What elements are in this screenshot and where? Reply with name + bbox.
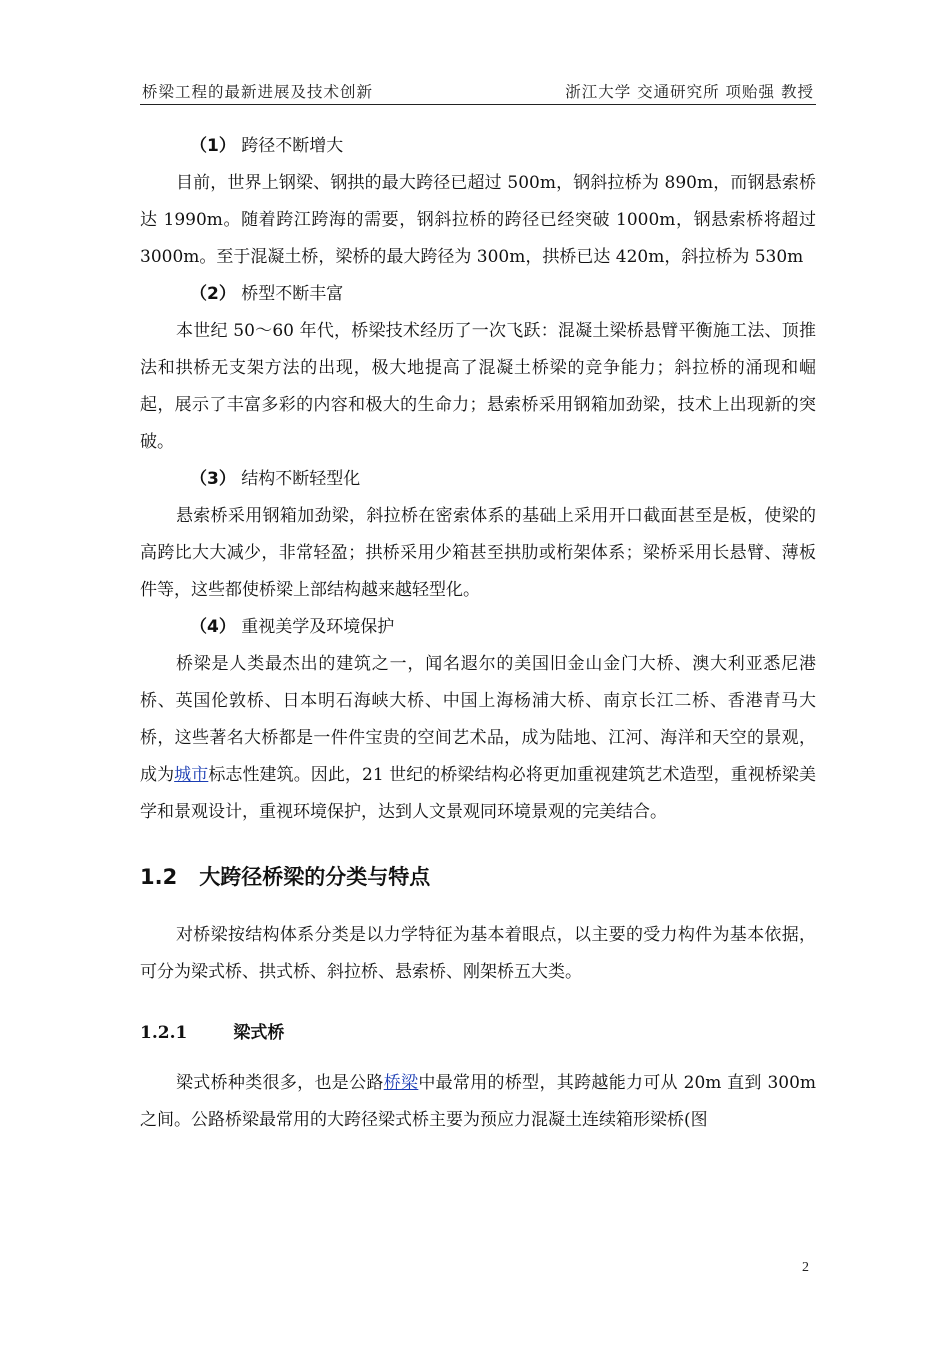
bridge-link[interactable]: 桥梁 — [383, 1073, 419, 1093]
subheading-3 — [140, 461, 816, 498]
paragraph-text: 桥梁是人类最杰出的建筑之一，闻名遐尔的美国旧金山金门大桥、澳大利亚悉尼港桥、英国伦敦桥、日本明石海峡大桥、中国上海杨浦大桥、南京长江二桥、香港青马大桥，这些著名大桥都是一件件宝贵的空间艺术品，成为陆地、江河、海洋和天空的景观，成为 — [140, 654, 816, 785]
paragraph-text: 悬索桥采用钢箱加劲梁，斜拉桥在密索体系的基础上采用开口截面甚至是板，使梁的高跨比大大减少，非常轻盈；拱桥采用少箱甚至拱肋或桁架体系；梁桥采用长悬臂、薄板件等，这些都使桥梁上部结构越来越轻型化。 — [140, 506, 816, 600]
paragraph-1 — [140, 165, 816, 276]
paragraph-4 — [140, 646, 816, 831]
paragraph-6 — [140, 1065, 816, 1139]
page-header — [140, 76, 816, 105]
paragraph-text: 本世纪 50～60 年代，桥梁技术经历了一次飞跃：混凝土梁桥悬臂平衡施工法、顶推法和拱桥无支架方法的出现，极大地提高了混凝土桥梁的竞争能力；斜拉桥的涌现和崛起，展示了丰富多彩的内容和极大的生命力；悬索桥采用钢箱加劲梁，技术上出现新的突破。 — [140, 321, 816, 452]
subheading-title: 结构不断轻型化 — [241, 469, 361, 489]
paragraph-text: 中最常用的桥型，其跨越能力可从 20m 直到 300m 之间。公路桥梁最常用的大跨径梁式桥主要为预应力混凝土连续箱形梁桥(图 — [140, 1073, 817, 1130]
subheading-2 — [140, 276, 816, 313]
section-heading-1-2-1 — [140, 1013, 816, 1053]
document-body — [140, 128, 816, 1139]
section-heading-1-2 — [140, 857, 816, 897]
subheading-title: 跨径不断增大 — [241, 136, 344, 156]
subheading-title: 桥型不断丰富 — [241, 284, 344, 304]
header-author: 浙江大学 交通研究所 项贻强 教授 — [565, 83, 814, 101]
subheading-number: （4） — [190, 617, 236, 637]
section-number: 1.2 — [140, 865, 178, 889]
subheading-number: （3） — [190, 469, 236, 489]
paragraph-text: 对桥梁按结构体系分类是以力学特征为基本着眼点，以主要的受力构件为基本依据，可分为梁式桥、拱式桥、斜拉桥、悬索桥、刚架桥五大类。 — [140, 925, 816, 982]
page-number: 2 — [802, 1260, 809, 1275]
subheading-1 — [140, 128, 816, 165]
city-link[interactable]: 城市 — [174, 765, 209, 785]
section-title: 梁式桥 — [233, 1023, 285, 1043]
paragraph-text: 梁式桥种类很多，也是公路 — [176, 1073, 384, 1093]
section-title: 大跨径桥梁的分类与特点 — [199, 865, 431, 889]
paragraph-5 — [140, 917, 816, 991]
header-title: 桥梁工程的最新进展及技术创新 — [142, 83, 374, 101]
paragraph-text: 标志性建筑。因此，21 世纪的桥梁结构必将更加重视建筑艺术造型，重视桥梁美学和景观设计，重视环境保护，达到人文景观同环境景观的完美结合。 — [140, 765, 816, 822]
subheading-title: 重视美学及环境保护 — [241, 617, 395, 637]
paragraph-2 — [140, 313, 816, 461]
subheading-number: （1） — [190, 136, 236, 156]
section-number: 1.2.1 — [140, 1023, 188, 1043]
subheading-4 — [140, 609, 816, 646]
paragraph-text: 目前，世界上钢梁、钢拱的最大跨径已超过 500m，钢斜拉桥为 890m，而钢悬索桥达 1990m。随着跨江跨海的需要，钢斜拉桥的跨径已经突破 1000m，钢悬索桥将超过 3000m。至于混凝土桥，梁桥的最大跨径为 300m，拱桥已达 420m，斜拉桥为 530m — [140, 173, 816, 267]
paragraph-3 — [140, 498, 816, 609]
subheading-number: （2） — [190, 284, 236, 304]
